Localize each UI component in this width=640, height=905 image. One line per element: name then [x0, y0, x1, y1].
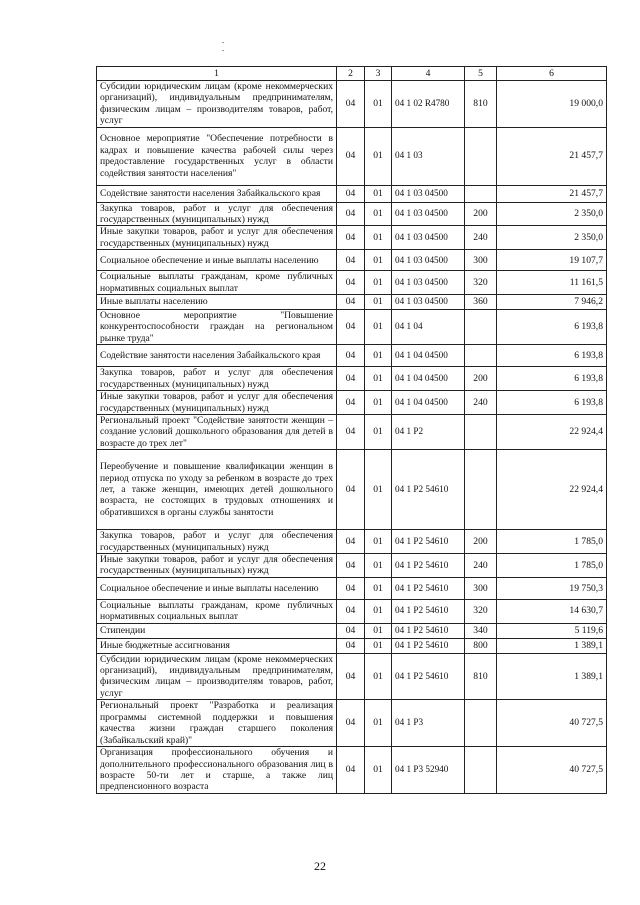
row-description: Иные закупки товаров, работ и услуг для обеспечения государственных (муниципальных) нужд — [97, 391, 337, 415]
table-row — [97, 81, 607, 128]
amount: 22 924,4 — [497, 414, 607, 449]
row-description: Содействие занятости населения Забайкальского края — [97, 345, 337, 367]
header-cell: 4 — [392, 67, 465, 81]
amount: 11 161,5 — [497, 271, 607, 295]
amount: 6 193,8 — [497, 310, 607, 345]
row-description: Социальные выплаты гражданам, кроме публичных нормативных социальных выплат — [97, 599, 337, 623]
section-code: 04 — [337, 414, 365, 449]
expense-type-code: 300 — [465, 577, 497, 599]
subsection-code: 01 — [365, 577, 392, 599]
subsection-code: 01 — [365, 295, 392, 310]
section-code: 04 — [337, 638, 365, 653]
table-row — [97, 700, 607, 747]
amount: 7 946,2 — [497, 295, 607, 310]
subsection-code: 01 — [365, 250, 392, 271]
row-description: Содействие занятости населения Забайкальского края — [97, 185, 337, 202]
expense-type-code: 200 — [465, 530, 497, 554]
section-code: 04 — [337, 81, 365, 128]
table-row — [97, 623, 607, 638]
row-description: Основное мероприятие "Повышение конкурентоспособности граждан на региональном рынке труда" — [97, 310, 337, 345]
target-article-code: 04 1 P3 — [392, 700, 465, 747]
table-row — [97, 747, 607, 794]
header-cell: 2 — [337, 67, 365, 81]
subsection-code: 01 — [365, 623, 392, 638]
subsection-code: 01 — [365, 202, 392, 226]
subsection-code: 01 — [365, 391, 392, 415]
section-code: 04 — [337, 747, 365, 794]
target-article-code: 04 1 03 04500 — [392, 202, 465, 226]
expense-type-code: 320 — [465, 271, 497, 295]
amount: 1 785,0 — [497, 553, 607, 577]
table-row — [97, 271, 607, 295]
expense-type-code: 320 — [465, 599, 497, 623]
target-article-code: 04 1 P2 — [392, 414, 465, 449]
header-cell: 3 — [365, 67, 392, 81]
target-article-code: 04 1 03 04500 — [392, 250, 465, 271]
section-code: 04 — [337, 271, 365, 295]
subsection-code: 01 — [365, 599, 392, 623]
expense-type-code: 810 — [465, 653, 497, 700]
header-cell: 1 — [97, 67, 337, 81]
subsection-code: 01 — [365, 414, 392, 449]
section-code: 04 — [337, 202, 365, 226]
page-number: 22 — [314, 859, 326, 873]
subsection-code: 01 — [365, 185, 392, 202]
section-code: 04 — [337, 185, 365, 202]
amount: 1 785,0 — [497, 530, 607, 554]
subsection-code: 01 — [365, 345, 392, 367]
expense-type-code: 240 — [465, 391, 497, 415]
row-description: Иные выплаты населению — [97, 295, 337, 310]
amount: 2 350,0 — [497, 226, 607, 250]
table-row — [97, 127, 607, 185]
table-row — [97, 310, 607, 345]
budget-table — [96, 66, 607, 794]
row-description: Основное мероприятие "Обеспечение потребности в кадрах и повышение качества рабочей силы через предоставление государственных услуг в области содействия занятости населения" — [97, 127, 337, 185]
target-article-code: 04 1 03 04500 — [392, 295, 465, 310]
section-code: 04 — [337, 553, 365, 577]
amount: 6 193,8 — [497, 391, 607, 415]
section-code: 04 — [337, 623, 365, 638]
target-article-code: 04 1 P2 54610 — [392, 530, 465, 554]
table-row — [97, 345, 607, 367]
subsection-code: 01 — [365, 310, 392, 345]
subsection-code: 01 — [365, 271, 392, 295]
expense-type-code: 200 — [465, 202, 497, 226]
target-article-code: 04 1 P2 54610 — [392, 623, 465, 638]
row-description: Субсидии юридическим лицам (кроме некоммерческих организаций), индивидуальным предпринимателям, физическим лицам – производителям товаров, работ, услуг — [97, 653, 337, 700]
row-description: Организация профессионального обучения и дополнительного профессионального образования лиц в возрасте 50-ти лет и старше, а также лиц предпенсионного возраста — [97, 747, 337, 794]
subsection-code: 01 — [365, 226, 392, 250]
amount: 22 924,4 — [497, 450, 607, 530]
scan-speck — [222, 42, 224, 43]
amount: 19 750,3 — [497, 577, 607, 599]
table-row — [97, 202, 607, 226]
target-article-code: 04 1 03 04500 — [392, 185, 465, 202]
target-article-code: 04 1 03 04500 — [392, 226, 465, 250]
row-description: Социальное обеспечение и иные выплаты населению — [97, 250, 337, 271]
section-code: 04 — [337, 700, 365, 747]
target-article-code: 04 1 P2 54610 — [392, 577, 465, 599]
expense-type-code: 300 — [465, 250, 497, 271]
amount: 14 630,7 — [497, 599, 607, 623]
row-description: Закупка товаров, работ и услуг для обеспечения государственных (муниципальных) нужд — [97, 202, 337, 226]
row-description: Иные закупки товаров, работ и услуг для обеспечения государственных (муниципальных) нужд — [97, 226, 337, 250]
row-description: Субсидии юридическим лицам (кроме некоммерческих организаций), индивидуальным предпринимателям, физическим лицам – производителям товаров, работ, услуг — [97, 81, 337, 128]
row-description: Иные бюджетные ассигнования — [97, 638, 337, 653]
target-article-code: 04 1 P2 54610 — [392, 553, 465, 577]
target-article-code: 04 1 P2 54610 — [392, 450, 465, 530]
amount: 40 727,5 — [497, 747, 607, 794]
amount: 6 193,8 — [497, 367, 607, 391]
table-header-row — [97, 67, 607, 81]
amount: 40 727,5 — [497, 700, 607, 747]
amount: 5 119,6 — [497, 623, 607, 638]
table-row — [97, 553, 607, 577]
expense-type-code: 800 — [465, 638, 497, 653]
amount: 19 000,0 — [497, 81, 607, 128]
amount: 1 389,1 — [497, 638, 607, 653]
amount: 1 389,1 — [497, 653, 607, 700]
expense-type-code: 810 — [465, 81, 497, 128]
expense-type-code: 240 — [465, 553, 497, 577]
expense-type-code: 340 — [465, 623, 497, 638]
target-article-code: 04 1 03 04500 — [392, 271, 465, 295]
section-code: 04 — [337, 391, 365, 415]
target-article-code: 04 1 04 04500 — [392, 367, 465, 391]
row-description: Региональный проект "Содействие занятости женщин – создание условий дошкольного образования для детей в возрасте до трех лет" — [97, 414, 337, 449]
subsection-code: 01 — [365, 530, 392, 554]
table-row — [97, 391, 607, 415]
row-description: Социальные выплаты гражданам, кроме публичных нормативных социальных выплат — [97, 271, 337, 295]
section-code: 04 — [337, 599, 365, 623]
amount: 2 350,0 — [497, 202, 607, 226]
table-row — [97, 599, 607, 623]
section-code: 04 — [337, 250, 365, 271]
table-row — [97, 638, 607, 653]
row-description: Переобучение и повышение квалификации женщин в период отпуска по уходу за ребенком в возрасте до трех лет, а также женщин, имеющих детей дошкольного возраста, не состоящих в трудовых отношениях и обратившихся в органы службы занятости — [97, 450, 337, 530]
row-description: Закупка товаров, работ и услуг для обеспечения государственных (муниципальных) нужд — [97, 367, 337, 391]
expense-type-code — [465, 747, 497, 794]
amount: 19 107,7 — [497, 250, 607, 271]
amount: 21 457,7 — [497, 185, 607, 202]
section-code: 04 — [337, 450, 365, 530]
row-description: Иные закупки товаров, работ и услуг для обеспечения государственных (муниципальных) нужд — [97, 553, 337, 577]
table-row — [97, 250, 607, 271]
expense-type-code — [465, 185, 497, 202]
row-description: Социальное обеспечение и иные выплаты населению — [97, 577, 337, 599]
target-article-code: 04 1 P3 52940 — [392, 747, 465, 794]
table-row — [97, 414, 607, 449]
section-code: 04 — [337, 127, 365, 185]
table-row — [97, 295, 607, 310]
section-code: 04 — [337, 653, 365, 700]
table-row — [97, 226, 607, 250]
expense-type-code: 240 — [465, 226, 497, 250]
section-code: 04 — [337, 295, 365, 310]
table-row — [97, 530, 607, 554]
target-article-code: 04 1 04 04500 — [392, 345, 465, 367]
target-article-code: 04 1 P2 54610 — [392, 599, 465, 623]
subsection-code: 01 — [365, 553, 392, 577]
header-cell: 6 — [497, 67, 607, 81]
subsection-code: 01 — [365, 81, 392, 128]
section-code: 04 — [337, 310, 365, 345]
table-row — [97, 653, 607, 700]
header-cell: 5 — [465, 67, 497, 81]
scan-speck — [222, 50, 224, 51]
subsection-code: 01 — [365, 653, 392, 700]
table-row — [97, 185, 607, 202]
section-code: 04 — [337, 530, 365, 554]
expense-type-code — [465, 414, 497, 449]
section-code: 04 — [337, 345, 365, 367]
section-code: 04 — [337, 367, 365, 391]
target-article-code: 04 1 02 R4780 — [392, 81, 465, 128]
expense-type-code — [465, 345, 497, 367]
subsection-code: 01 — [365, 450, 392, 530]
target-article-code: 04 1 P2 54610 — [392, 653, 465, 700]
target-article-code: 04 1 04 04500 — [392, 391, 465, 415]
subsection-code: 01 — [365, 747, 392, 794]
target-article-code: 04 1 P2 54610 — [392, 638, 465, 653]
subsection-code: 01 — [365, 638, 392, 653]
row-description: Стипендии — [97, 623, 337, 638]
expense-type-code — [465, 127, 497, 185]
amount: 21 457,7 — [497, 127, 607, 185]
row-description: Закупка товаров, работ и услуг для обеспечения государственных (муниципальных) нужд — [97, 530, 337, 554]
section-code: 04 — [337, 226, 365, 250]
subsection-code: 01 — [365, 367, 392, 391]
expense-type-code: 360 — [465, 295, 497, 310]
expense-type-code — [465, 310, 497, 345]
expense-type-code — [465, 700, 497, 747]
table-row — [97, 577, 607, 599]
target-article-code: 04 1 04 — [392, 310, 465, 345]
subsection-code: 01 — [365, 127, 392, 185]
target-article-code: 04 1 03 — [392, 127, 465, 185]
expense-type-code — [465, 450, 497, 530]
row-description: Региональный проект "Разработка и реализация программы системной поддержки и повышения качества жизни граждан старшего поколения (Забайкальский край)" — [97, 700, 337, 747]
table-row — [97, 367, 607, 391]
table-row — [97, 450, 607, 530]
section-code: 04 — [337, 577, 365, 599]
amount: 6 193,8 — [497, 345, 607, 367]
subsection-code: 01 — [365, 700, 392, 747]
expense-type-code: 200 — [465, 367, 497, 391]
